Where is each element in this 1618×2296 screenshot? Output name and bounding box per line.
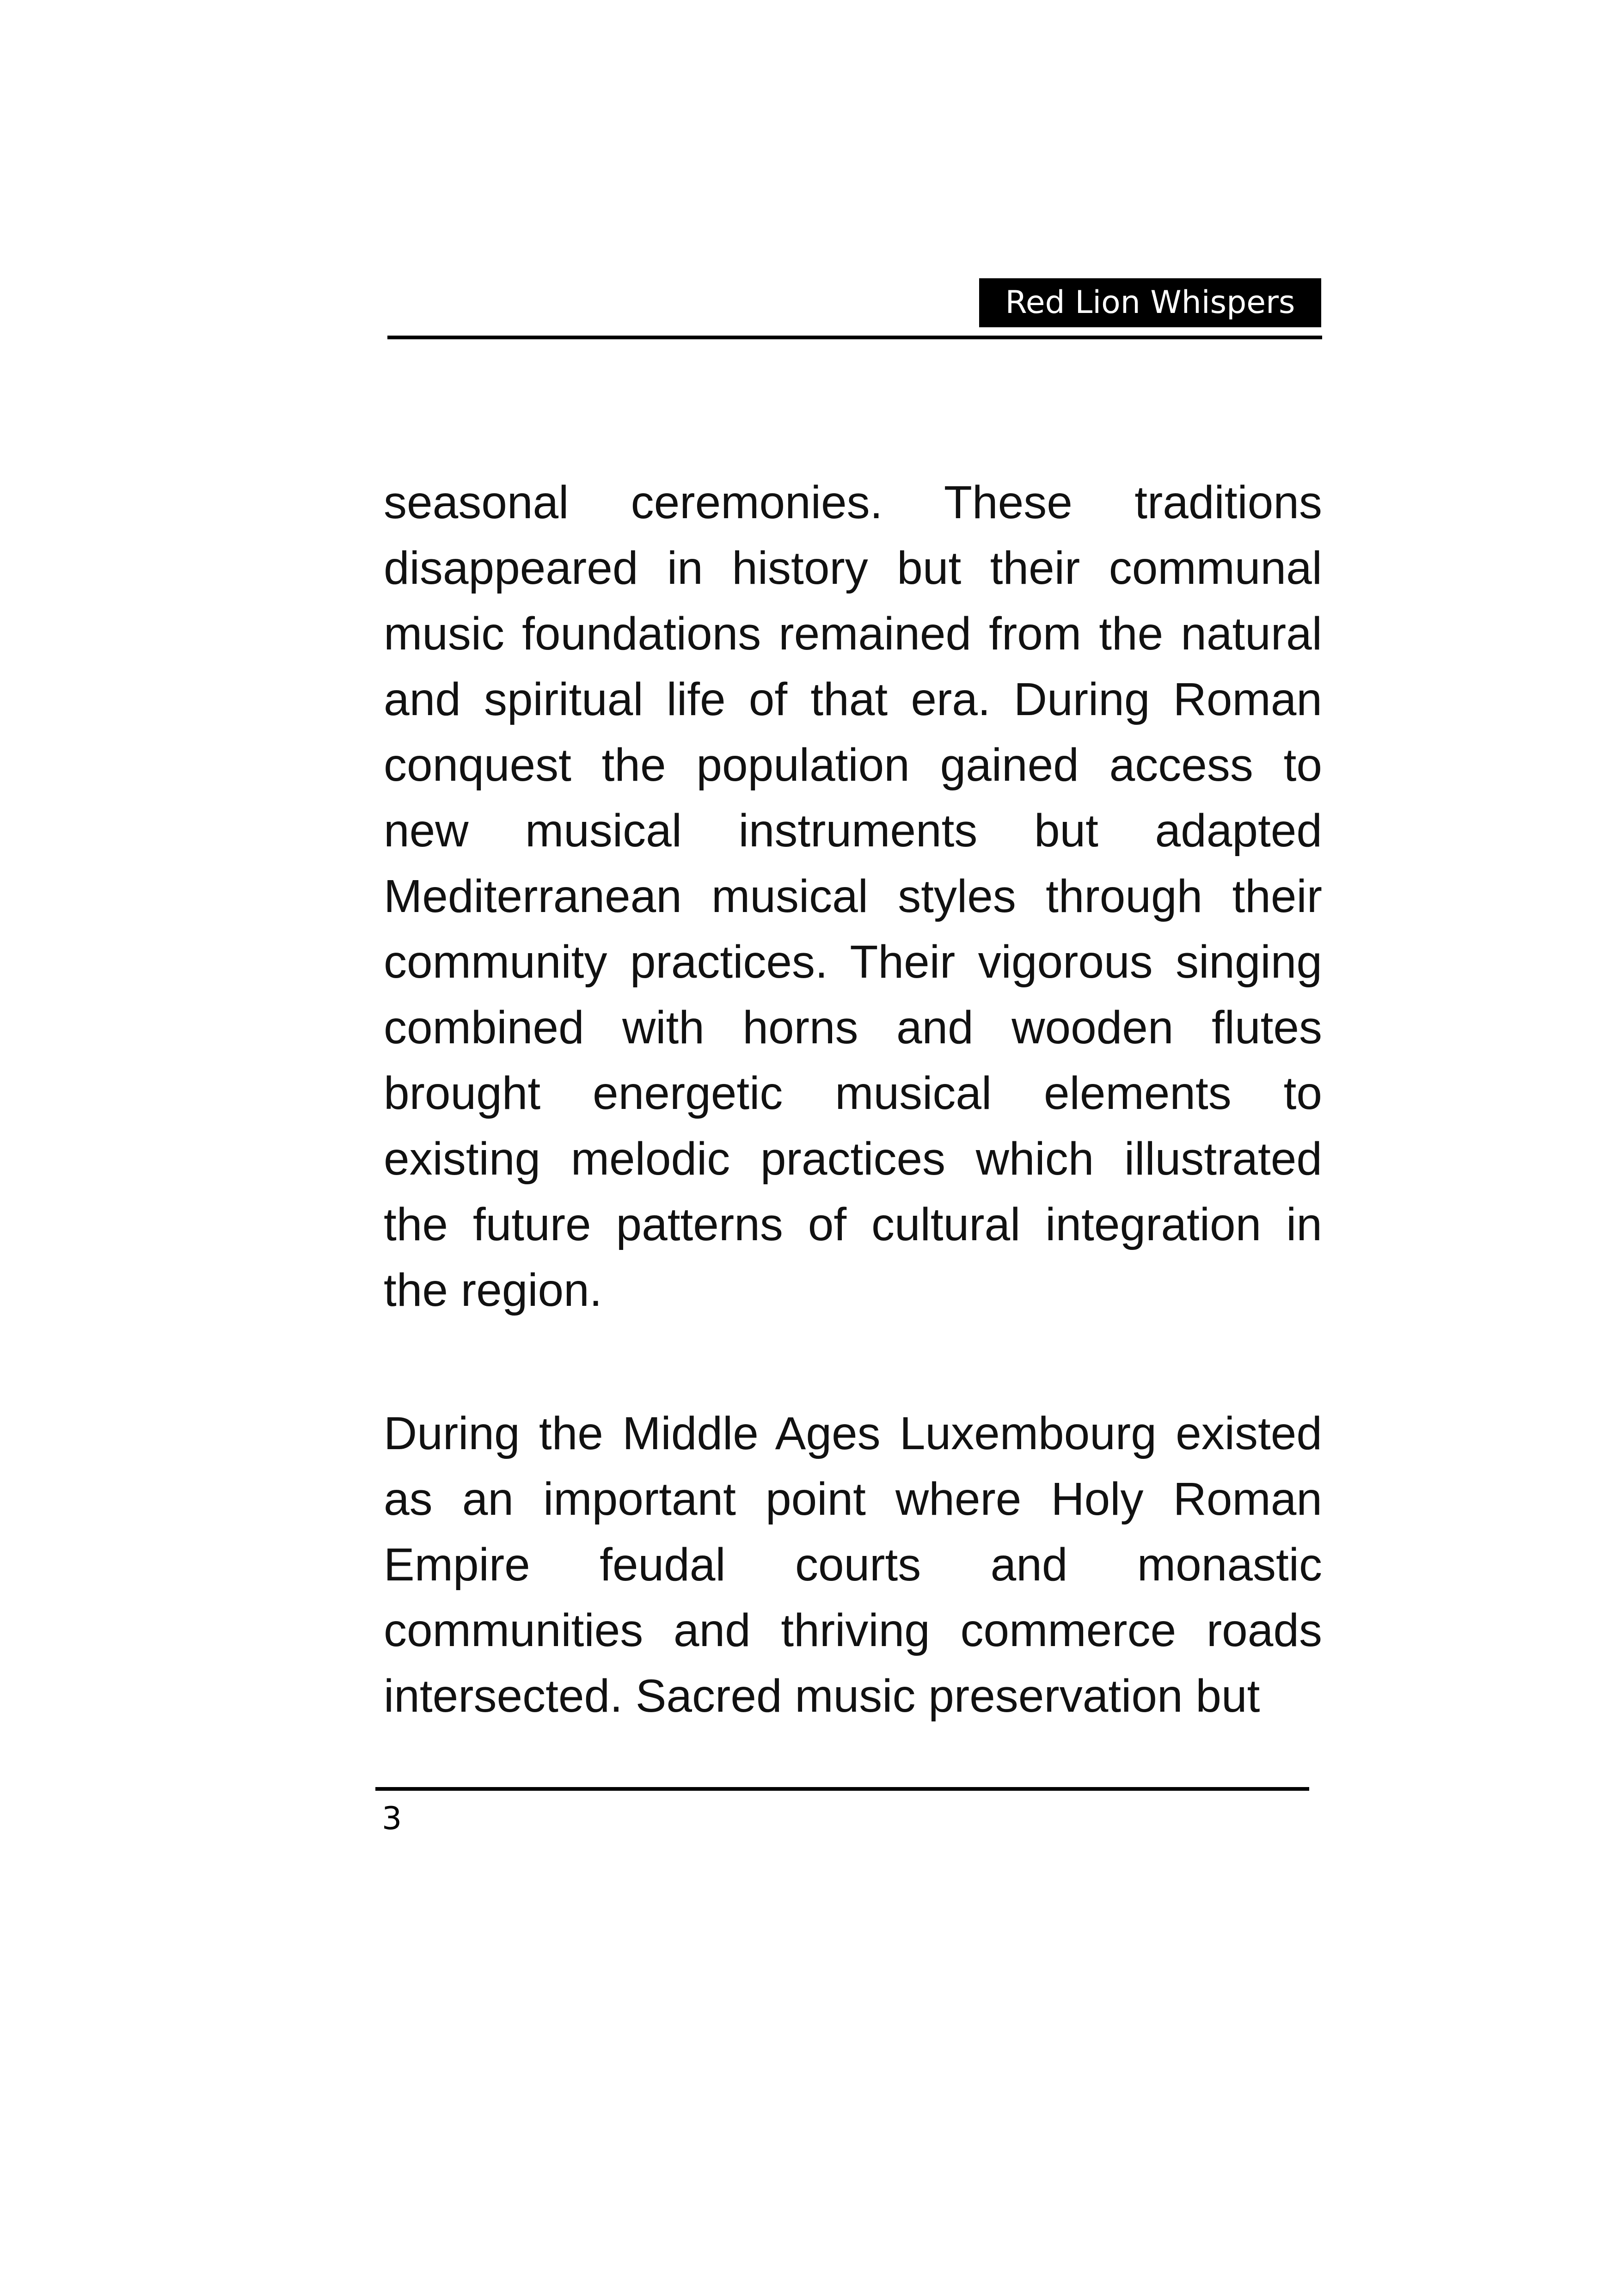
footer-rule <box>375 1787 1309 1791</box>
running-header-title: Red Lion Whispers <box>979 278 1321 327</box>
body-paragraph-2: During the Middle Ages Luxembourg existed as an important point where Holy Roman Empire feudal courts and monastic communities and thriving commerce roads intersected. Sacred music preservation but <box>384 1408 1322 1722</box>
body-paragraph-1: seasonal ceremonies. These traditions disappeared in history but their communal music foundations remained from the natural and spiritual life of that era. During Roman conquest the population gained access to new musical instruments but adapted Mediterranean musical styles through their community practices. Their vigorous singing combined with horns and wooden flutes brought energetic musical elements to existing melodic practices which illustrated the future patterns of cultural integration in the region. <box>384 477 1322 1316</box>
header-rule <box>387 336 1322 339</box>
page-number: 3 <box>382 1800 402 1837</box>
